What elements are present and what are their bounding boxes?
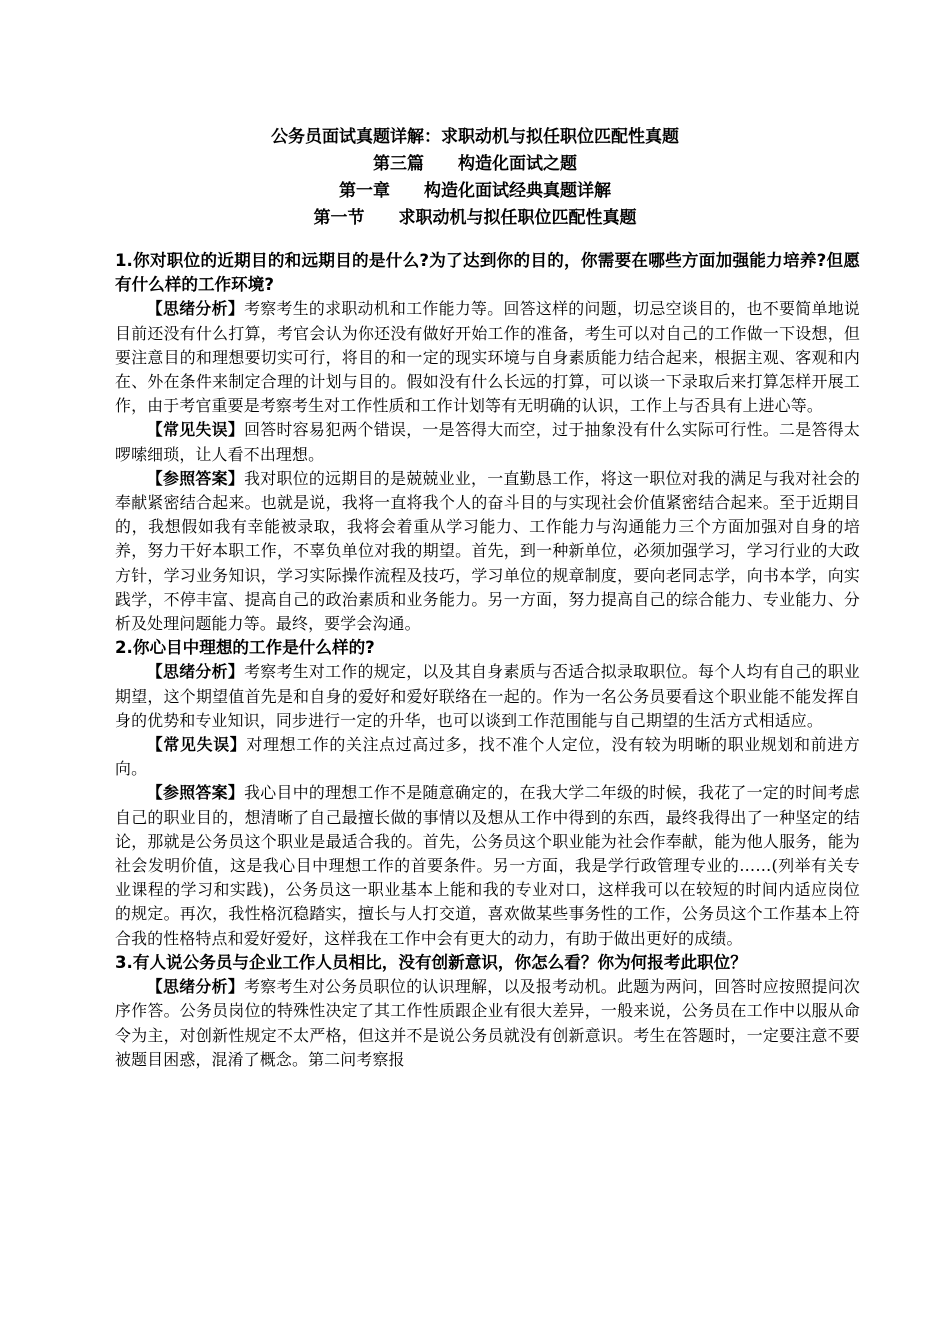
question-2-analysis <box>115 660 860 733</box>
mistakes-text: 对理想工作的关注点过高过多，找不准个人定位，没有较为明晰的职业规划和前进方向。 <box>115 735 860 779</box>
analysis-text: 考察考生对公务员职位的认识理解，以及报考动机。此题为两问，回答时应按照提问次序作答。公务员岗位的特殊性决定了其工作性质跟企业有很大差异，一般来说，公务员在工作中以服从命令为主，对创新性规定不太严格，但这并不是说公务员就没有创新意识。考生在答题时，一定要注意不要被题目困惑，混淆了概念。第二问考察报 <box>115 977 860 1069</box>
part-heading: 第三篇 构造化面试之题 <box>373 154 577 174</box>
document-title: 公务员面试真题详解：求职动机与拟任职位匹配性真题 <box>271 127 679 147</box>
analysis-tag: 【思绪分析】 <box>146 299 245 319</box>
question-2-title: 2.你心目中理想的工作是什么样的? <box>115 638 375 658</box>
answer-tag: 【参照答案】 <box>146 783 245 803</box>
section-heading: 第一节 求职动机与拟任职位匹配性真题 <box>313 208 637 228</box>
question-1-answer <box>115 467 860 636</box>
analysis-text: 考察考生的求职动机和工作能力等。回答这样的问题，切忌空谈目的，也不要简单地说目前还没有什么打算，考官会认为你还没有做好开始工作的准备，考生可以对自己的工作做一下设想，但要注意目的和理想要切实可行，将目的和一定的现实环境与自身素质能力结合起来，根据主观、客观和内在、外在条件来制定合理的计划与目的。假如没有什么长远的打算，可以谈一下录取后来打算怎样开展工作，由于考官重要是考察考生对工作性质和工作计划等有无明确的认识，工作上与否具有上进心等。 <box>115 299 860 416</box>
question-2-answer <box>115 781 860 950</box>
document-title-block <box>0 124 950 232</box>
document-body <box>115 249 860 1072</box>
mistakes-tag: 【常见失误】 <box>146 735 247 755</box>
answer-tag: 【参照答案】 <box>146 468 245 488</box>
chapter-heading: 第一章 构造化面试经典真题详解 <box>339 181 611 201</box>
analysis-tag: 【思绪分析】 <box>146 977 245 997</box>
analysis-tag: 【思绪分析】 <box>146 662 245 682</box>
question-1-mistakes <box>115 418 860 466</box>
analysis-text: 考察考生对工作的规定，以及其自身素质与否适合拟录取职位。每个人均有自己的职业期望，这个期望值首先是和自身的爱好和爱好联络在一起的。作为一名公务员要看这个职业能不能发挥自身的优势和专业知识，同步进行一定的升华，也可以谈到工作范围能与自己期望的生活方式相适应。 <box>115 662 860 730</box>
mistakes-tag: 【常见失误】 <box>146 420 245 440</box>
question-1-title: 1.你对职位的近期目的和远期目的是什么?为了达到你的目的，你需要在哪些方面加强能力培养?但愿有什么样的工作环境? <box>115 251 860 295</box>
question-3-title: 3.有人说公务员与企业工作人员相比，没有创新意识，你怎么看？你为何报考此职位？ <box>115 952 747 972</box>
answer-text: 我对职位的远期目的是兢兢业业，一直勤恳工作，将这一职位对我的满足与我对社会的奉献紧密结合起来。也就是说，我将一直将我个人的奋斗目的与实现社会价值紧密结合起来。至于近期目的，我想假如我有幸能被录取，我将会着重从学习能力、工作能力与沟通能力三个方面加强对自身的培养，努力干好本职工作，不辜负单位对我的期望。首先，到一种新单位，必须加强学习，学习行业的大政方针，学习业务知识，学习实际操作流程及技巧，学习单位的规章制度，要向老同志学，向书本学，向实践学，不停丰富、提高自己的政治素质和业务能力。另一方面，努力提高自己的综合能力、专业能力、分析及处理问题能力等。最终，要学会沟通。 <box>115 468 860 634</box>
question-3-analysis <box>115 975 860 1072</box>
question-1-analysis <box>115 297 860 418</box>
question-2-mistakes <box>115 733 860 781</box>
answer-text: 我心目中的理想工作不是随意确定的，在我大学二年级的时候，我花了一定的时间考虑自己的职业目的，想清晰了自己最擅长做的事情以及想从工作中得到的东西，最终我得出了一种坚定的结论，那就是公务员这个职业是最适合我的。首先，公务员这个职业能为社会作奉献，能为他人服务，能为社会发明价值，这是我心目中理想工作的首要条件。另一方面，我是学行政管理专业的……(列举有关专业课程的学习和实践)，公务员这一职业基本上能和我的专业对口，这样我可以在较短的时间内适应岗位的规定。再次，我性格沉稳踏实，擅长与人打交道，喜欢做某些事务性的工作，公务员这个工作基本上符合我的性格特点和爱好爱好，这样我在工作中会有更大的动力，有助于做出更好的成绩。 <box>115 783 860 948</box>
mistakes-text: 回答时容易犯两个错误，一是答得大而空，过于抽象没有什么实际可行性。二是答得太啰嗦细琐，让人看不出理想。 <box>115 420 860 464</box>
